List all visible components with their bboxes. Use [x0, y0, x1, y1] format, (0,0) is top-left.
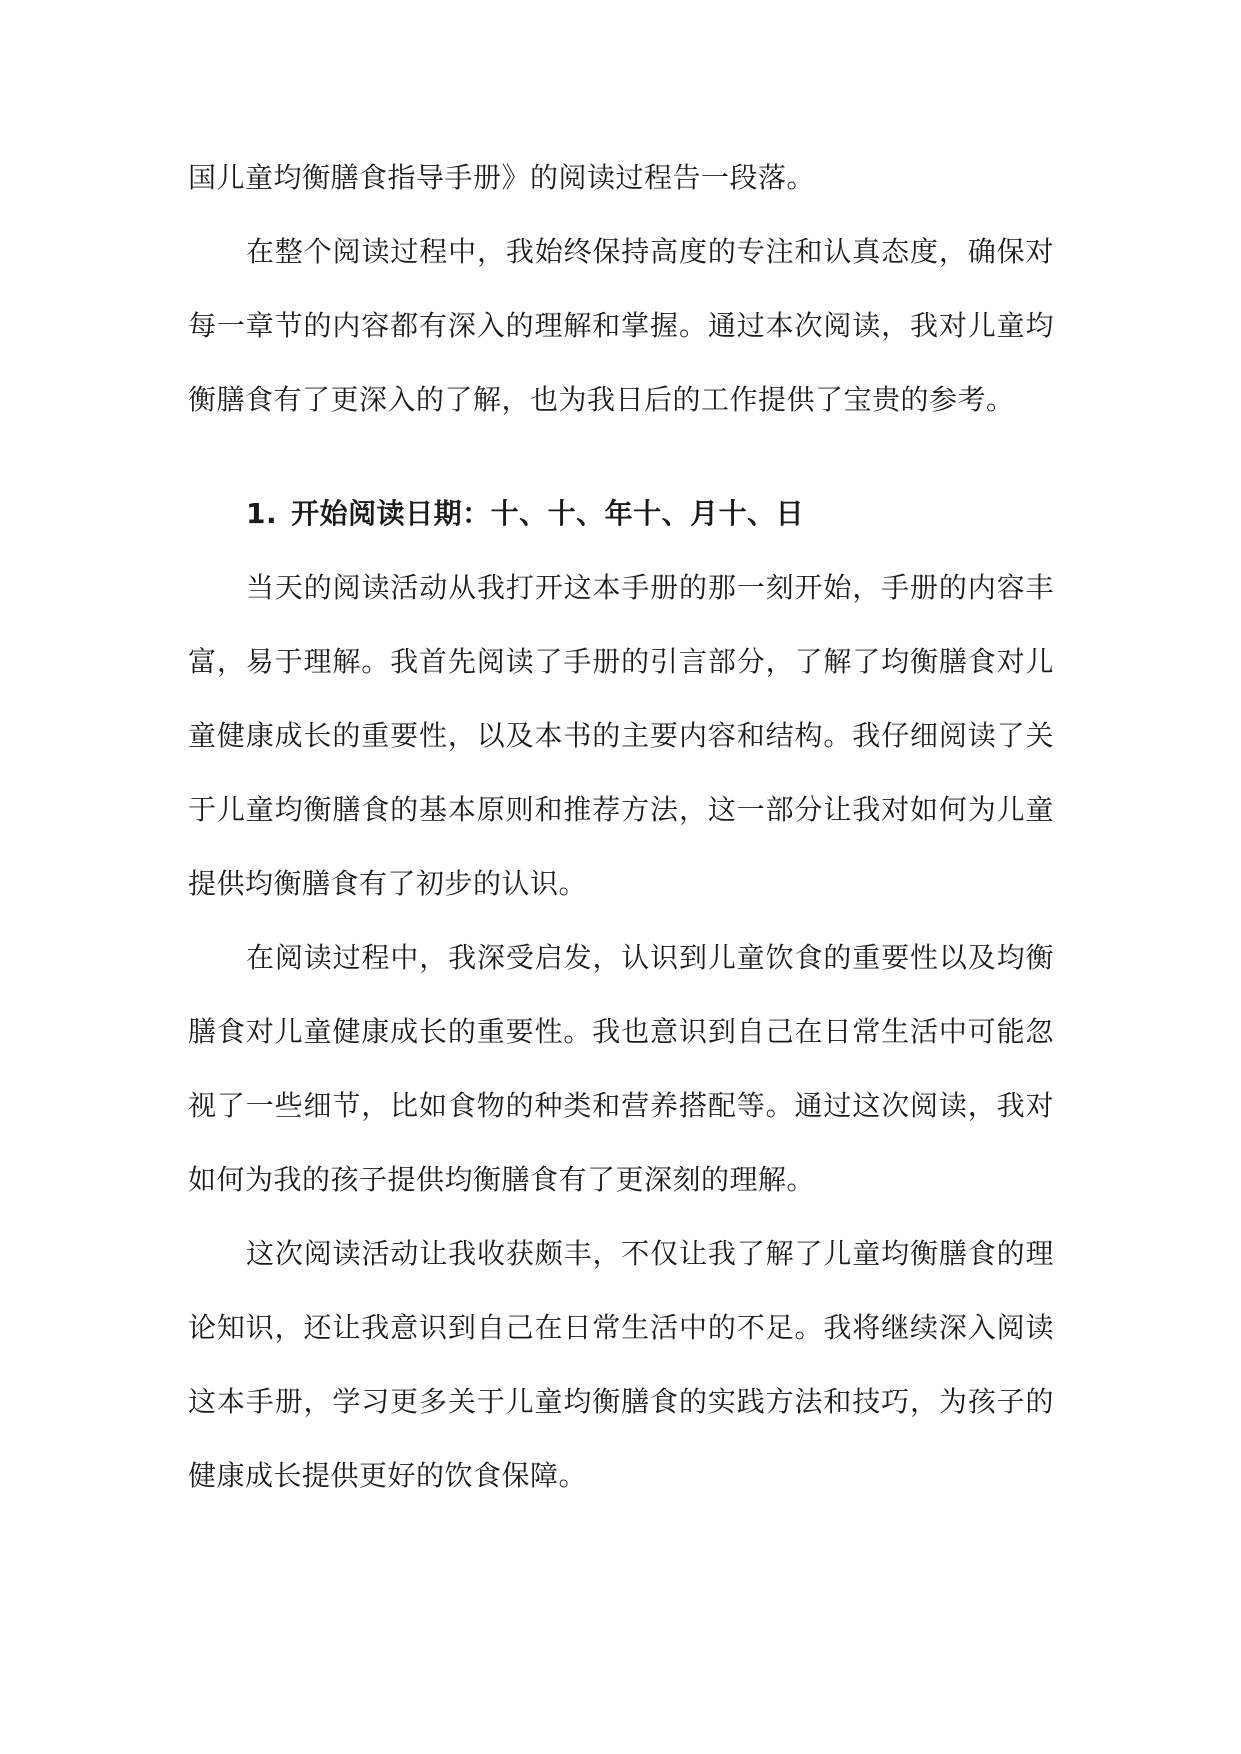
document-body — [188, 141, 1054, 1513]
body-paragraph: 在阅读过程中，我深受启发，认识到儿童饮食的重要性以及均衡膳食对儿童健康成长的重要性。我也意识到自己在日常生活中可能忽视了一些细节，比如食物的种类和营养搭配等。通过这次阅读，我对如何为我的孩子提供均衡膳食有了更深刻的理解。 — [188, 941, 1054, 1196]
body-paragraph: 当天的阅读活动从我打开这本手册的那一刻开始，手册的内容丰富，易于理解。我首先阅读了手册的引言部分，了解了均衡膳食对儿童健康成长的重要性，以及本书的主要内容和结构。我仔细阅读了关于儿童均衡膳食的基本原则和推荐方法，这一部分让我对如何为儿童提供均衡膳食有了初步的认识。 — [188, 571, 1054, 900]
body-paragraph: 在整个阅读过程中，我始终保持高度的专注和认真态度，确保对每一章节的内容都有深入的理解和掌握。通过本次阅读，我对儿童均衡膳食有了更深入的了解，也为我日后的工作提供了宝贵的参考。 — [188, 235, 1054, 416]
body-paragraph: 这次阅读活动让我收获颇丰，不仅让我了解了儿童均衡膳食的理论知识，还让我意识到自己在日常生活中的不足。我将继续深入阅读这本手册，学习更多关于儿童均衡膳食的实践方法和技巧，为孩子的健康成长提供更好的饮食保障。 — [188, 1237, 1054, 1492]
section-heading — [188, 477, 1054, 551]
section-number: 1. — [246, 497, 278, 530]
section-title: 开始阅读日期：十、十、年十、月十、日 — [291, 497, 805, 530]
continuation-paragraph: 国儿童均衡膳食指导手册》的阅读过程告一段落。 — [188, 161, 816, 194]
section-spacer — [188, 437, 1054, 477]
